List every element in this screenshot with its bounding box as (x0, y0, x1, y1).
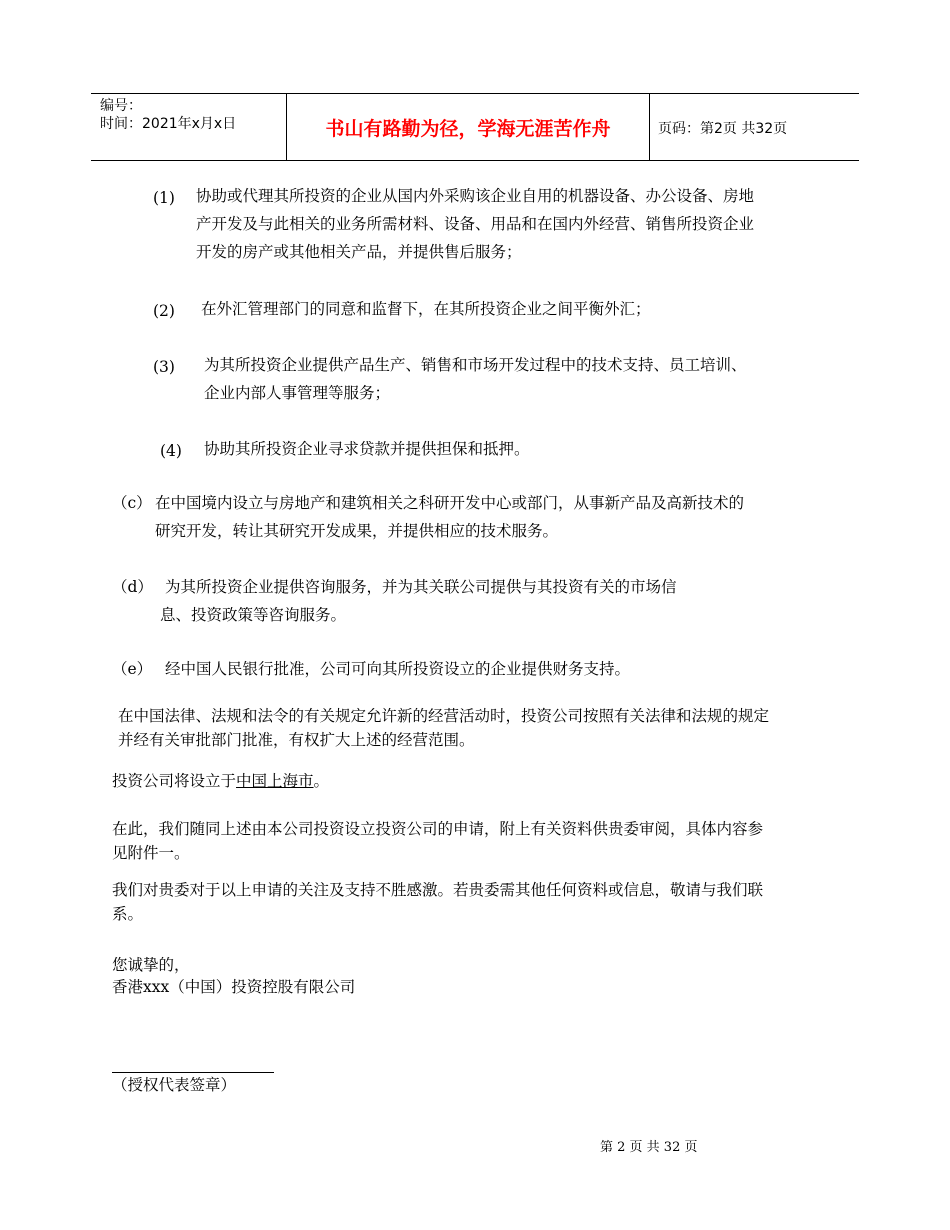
clause-text: 研究开发，转让其研究开发成果，并提供相应的技术服务。 (155, 522, 559, 540)
item-text: 在外汇管理部门的同意和监督下，在其所投资企业之间平衡外汇； (201, 300, 651, 318)
clause-text: 为其所投资企业提供咨询服务，并为其关联公司提供与其投资有关的市场信 (165, 578, 677, 596)
document-code-label: 编号： (100, 98, 142, 114)
document-date: 时间：2021年x月x日 (100, 116, 237, 132)
header-motto: 书山有路勤为径，学海无涯苦作舟 (325, 117, 611, 140)
location-prefix: 投资公司将设立于 (112, 772, 237, 790)
item-text: 为其所投资企业提供产品生产、销售和市场开发过程中的技术支持、员工培训、 (204, 356, 747, 374)
clause-label: （d） (112, 578, 153, 596)
clause-label: （e） (112, 660, 153, 678)
item-number: (1) (153, 189, 175, 207)
clause-text: 在中国境内设立与房地产和建筑相关之科研开发中心或部门，从事新产品及高新技术的 (155, 494, 745, 512)
thanks-paragraph: 我们对贵委对于以上申请的关注及支持不胜感激。若贵委需其他任何资料或信息，敬请与我们联 (112, 881, 764, 899)
item-number: (2) (153, 302, 175, 320)
clause-text: 息、投资政策等咨询服务。 (160, 606, 347, 624)
item-text: 协助或代理其所投资的企业从国内外采购该企业自用的机器设备、办公设备、房地 (196, 187, 755, 205)
submit-paragraph: 在此，我们随同上述由本公司投资设立投资公司的申请，附上有关资料供贵委审阅，具体内容参 (112, 820, 764, 838)
item-text: 企业内部人事管理等服务； (204, 384, 391, 402)
item-number: (4) (160, 442, 182, 460)
item-text: 产开发及与此相关的业务所需材料、设备、用品和在国内外经营、销售所投资企业 (196, 215, 755, 233)
page-footer: 第 2 页 共 32 页 (600, 1140, 698, 1155)
signature-label: （授权代表签章） (112, 1076, 237, 1094)
item-text: 开发的房产或其他相关产品，并提供售后服务； (196, 243, 522, 261)
company-name: 香港xxx（中国）投资控股有限公司 (112, 978, 356, 996)
header-page-info: 页码：第2页 共32页 (658, 121, 788, 137)
location-sentence (112, 768, 329, 795)
closing-text: 您诚挚的， (112, 956, 190, 974)
clause-label: （c） (112, 494, 152, 512)
header-table (91, 93, 859, 161)
location-suffix: 。 (313, 772, 330, 790)
submit-paragraph: 见附件一。 (112, 844, 190, 862)
scope-paragraph: 在中国法律、法规和法令的有关规定允许新的经营活动时，投资公司按照有关法律和法规的规定 (118, 707, 770, 725)
location-value: 中国上海市 (236, 772, 314, 790)
thanks-paragraph: 系。 (112, 905, 144, 923)
header-info (100, 97, 236, 133)
item-text: 协助其所投资企业寻求贷款并提供担保和抵押。 (204, 440, 530, 458)
clause-text: 经中国人民银行批准，公司可向其所投资设立的企业提供财务支持。 (165, 660, 631, 678)
scope-paragraph: 并经有关审批部门批准，有权扩大上述的经营范围。 (118, 731, 475, 749)
header-divider (649, 94, 650, 160)
item-number: (3) (153, 358, 175, 376)
